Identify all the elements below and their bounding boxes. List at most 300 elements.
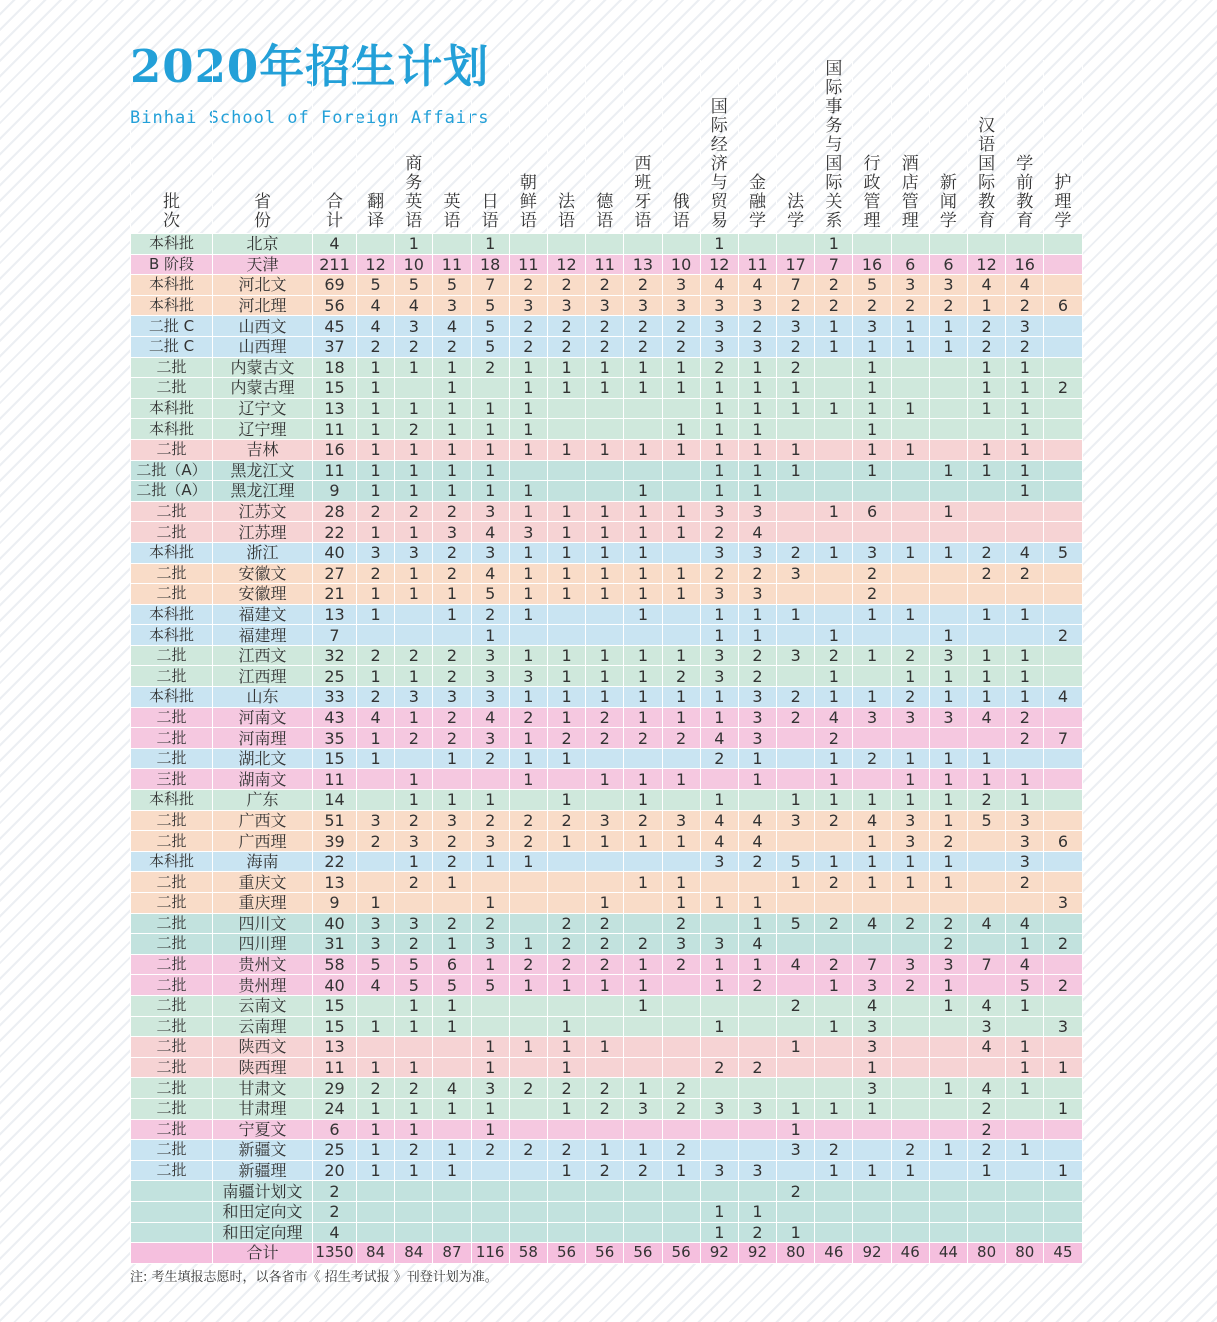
quota-cell: 7: [853, 954, 891, 975]
quota-cell: 2: [891, 1140, 929, 1161]
quota-cell: 1: [586, 563, 624, 584]
quota-cell: 1: [395, 234, 433, 255]
quota-cell: 1: [929, 872, 967, 893]
quota-cell: 2: [433, 501, 471, 522]
quota-cell: [738, 1037, 776, 1058]
quota-cell: [547, 1181, 585, 1202]
batch-cell: 本科批: [131, 625, 213, 646]
province-cell: 湖北文: [213, 748, 313, 769]
quota-cell: [891, 1098, 929, 1119]
quota-cell: 1: [586, 975, 624, 996]
quota-cell: 3: [433, 522, 471, 543]
quota-cell: 1: [547, 1160, 585, 1181]
quota-cell: 3: [586, 810, 624, 831]
quota-cell: [624, 1181, 662, 1202]
quota-cell: 2: [509, 1078, 547, 1099]
quota-cell: 1: [586, 1140, 624, 1161]
quota-cell: [738, 234, 776, 255]
quota-cell: [547, 1119, 585, 1140]
quota-cell: [662, 851, 700, 872]
quota-cell: 3: [891, 707, 929, 728]
province-cell: 河南文: [213, 707, 313, 728]
quota-cell: 3: [1044, 893, 1082, 914]
column-header: [1006, 60, 1044, 234]
quota-cell: 1: [547, 501, 585, 522]
quota-cell: 1: [547, 1037, 585, 1058]
quota-cell: 2: [509, 336, 547, 357]
quota-cell: [1044, 1078, 1082, 1099]
quota-cell: 2: [853, 748, 891, 769]
quota-cell: 2: [968, 790, 1006, 811]
quota-cell: 1: [509, 851, 547, 872]
quota-cell: 3: [700, 316, 738, 337]
table-row: [131, 1016, 1083, 1037]
quota-cell: 1: [471, 893, 509, 914]
quota-cell: 3: [357, 934, 395, 955]
quota-cell: 1: [547, 790, 585, 811]
quota-cell: 4: [471, 522, 509, 543]
quota-cell: 5: [471, 975, 509, 996]
quota-cell: 1: [547, 563, 585, 584]
quota-cell: 1: [929, 316, 967, 337]
quota-cell: [738, 872, 776, 893]
quota-cell: 1: [1006, 481, 1044, 502]
quota-cell: 3: [509, 666, 547, 687]
quota-cell: [853, 234, 891, 255]
province-cell: 四川文: [213, 913, 313, 934]
quota-cell: 1: [1006, 790, 1044, 811]
quota-cell: 2: [433, 645, 471, 666]
quota-cell: 2: [968, 316, 1006, 337]
quota-cell: 1: [471, 625, 509, 646]
quota-cell: 1: [853, 336, 891, 357]
quota-cell: 2: [471, 913, 509, 934]
quota-cell: [738, 1119, 776, 1140]
quota-cell: 2: [395, 419, 433, 440]
quota-cell: 2: [1006, 707, 1044, 728]
quota-cell: [777, 1160, 815, 1181]
quota-cell: [1006, 1201, 1044, 1222]
quota-cell: [509, 1098, 547, 1119]
quota-cell: 6: [1044, 831, 1082, 852]
quota-cell: [586, 234, 624, 255]
quota-cell: 1: [586, 666, 624, 687]
quota-cell: 2: [357, 645, 395, 666]
quota-cell: 3: [777, 810, 815, 831]
province-cell: 河北文: [213, 275, 313, 296]
quota-cell: [586, 790, 624, 811]
quota-cell: 3: [662, 810, 700, 831]
quota-cell: 1: [357, 378, 395, 399]
quota-cell: 3: [891, 831, 929, 852]
quota-cell: 1: [853, 851, 891, 872]
quota-cell: [853, 625, 891, 646]
total-cell: 6: [313, 1119, 357, 1140]
quota-cell: 16: [853, 254, 891, 275]
quota-cell: 2: [586, 934, 624, 955]
quota-cell: [968, 934, 1006, 955]
quota-cell: [547, 995, 585, 1016]
quota-cell: 3: [777, 563, 815, 584]
quota-cell: 3: [395, 831, 433, 852]
quota-cell: 2: [891, 687, 929, 708]
quota-cell: [1044, 501, 1082, 522]
quota-cell: 1: [624, 645, 662, 666]
quota-cell: 3: [471, 666, 509, 687]
province-cell: 江西文: [213, 645, 313, 666]
quota-cell: [777, 748, 815, 769]
quota-cell: 4: [357, 295, 395, 316]
quota-cell: 80: [968, 1243, 1006, 1264]
quota-cell: 1: [853, 398, 891, 419]
table-row: [131, 625, 1083, 646]
province-cell: 新疆理: [213, 1160, 313, 1181]
quota-cell: 4: [700, 275, 738, 296]
quota-cell: 1: [586, 831, 624, 852]
column-header: [213, 60, 313, 234]
quota-cell: 1: [433, 378, 471, 399]
quota-cell: [891, 1201, 929, 1222]
quota-cell: 1: [586, 687, 624, 708]
quota-cell: 1: [815, 234, 853, 255]
quota-cell: 12: [968, 254, 1006, 275]
quota-cell: 2: [624, 336, 662, 357]
quota-cell: 1: [738, 954, 776, 975]
quota-cell: 2: [547, 1140, 585, 1161]
column-header: [738, 60, 776, 234]
quota-cell: 5: [471, 336, 509, 357]
quota-cell: 2: [1006, 336, 1044, 357]
quota-cell: 4: [471, 563, 509, 584]
quota-cell: 2: [738, 645, 776, 666]
province-cell: 天津: [213, 254, 313, 275]
quota-cell: [815, 563, 853, 584]
quota-cell: 2: [853, 295, 891, 316]
table-row: [131, 934, 1083, 955]
quota-cell: 3: [471, 728, 509, 749]
province-cell: 甘肃文: [213, 1078, 313, 1099]
quota-cell: [891, 501, 929, 522]
quota-cell: [624, 460, 662, 481]
quota-cell: 1: [586, 357, 624, 378]
quota-cell: 5: [968, 810, 1006, 831]
quota-cell: [853, 1140, 891, 1161]
quota-cell: [547, 398, 585, 419]
column-header-label: 朝鲜语: [519, 173, 537, 231]
quota-cell: 1: [547, 687, 585, 708]
quota-cell: 3: [700, 666, 738, 687]
quota-cell: 1: [662, 357, 700, 378]
quota-cell: [357, 790, 395, 811]
quota-cell: [357, 769, 395, 790]
quota-cell: 2: [853, 584, 891, 605]
quota-cell: 3: [891, 810, 929, 831]
total-cell: 35: [313, 728, 357, 749]
quota-cell: [624, 1037, 662, 1058]
column-header: [395, 60, 433, 234]
province-cell: 和田定向文: [213, 1201, 313, 1222]
quota-cell: 1: [662, 378, 700, 399]
batch-cell: 二批: [131, 1016, 213, 1037]
quota-cell: 2: [433, 563, 471, 584]
quota-cell: [662, 604, 700, 625]
quota-cell: [929, 584, 967, 605]
quota-cell: 1: [1006, 934, 1044, 955]
quota-cell: 2: [891, 913, 929, 934]
quota-cell: [777, 501, 815, 522]
quota-cell: 2: [395, 501, 433, 522]
quota-cell: 1: [815, 1098, 853, 1119]
quota-cell: 1: [509, 728, 547, 749]
quota-cell: [509, 460, 547, 481]
quota-cell: [815, 604, 853, 625]
quota-cell: [1044, 995, 1082, 1016]
table-row: [131, 810, 1083, 831]
quota-cell: [662, 481, 700, 502]
quota-cell: 1: [357, 604, 395, 625]
quota-cell: 2: [509, 831, 547, 852]
quota-cell: 1: [586, 645, 624, 666]
quota-cell: [624, 1119, 662, 1140]
table-row: [131, 790, 1083, 811]
quota-cell: 2: [624, 1160, 662, 1181]
quota-cell: 3: [853, 542, 891, 563]
quota-cell: [968, 481, 1006, 502]
quota-cell: 1: [471, 1057, 509, 1078]
table-row: [131, 604, 1083, 625]
quota-cell: [395, 1037, 433, 1058]
quota-cell: 56: [624, 1243, 662, 1264]
quota-cell: 3: [929, 707, 967, 728]
quota-cell: [1044, 707, 1082, 728]
province-cell: 广西文: [213, 810, 313, 831]
quota-cell: 1: [586, 584, 624, 605]
quota-cell: 1: [738, 625, 776, 646]
quota-cell: 1: [357, 439, 395, 460]
batch-cell: 二批: [131, 975, 213, 996]
quota-cell: 2: [815, 872, 853, 893]
quota-cell: [853, 1119, 891, 1140]
quota-cell: 5: [395, 275, 433, 296]
quota-cell: 1: [815, 1160, 853, 1181]
table-row: [131, 831, 1083, 852]
quota-cell: [471, 378, 509, 399]
quota-cell: [433, 893, 471, 914]
total-cell: 14: [313, 790, 357, 811]
quota-cell: 3: [738, 336, 776, 357]
quota-cell: [1006, 893, 1044, 914]
province-cell: 黑龙江文: [213, 460, 313, 481]
quota-cell: 3: [433, 810, 471, 831]
quota-cell: 1: [509, 584, 547, 605]
quota-cell: 2: [777, 336, 815, 357]
quota-cell: [509, 1119, 547, 1140]
quota-cell: [1044, 254, 1082, 275]
quota-cell: 1: [891, 872, 929, 893]
quota-cell: 4: [433, 1078, 471, 1099]
quota-cell: [929, 357, 967, 378]
quota-cell: 4: [777, 954, 815, 975]
quota-cell: [1006, 1160, 1044, 1181]
total-cell: 43: [313, 707, 357, 728]
quota-cell: 1: [357, 1057, 395, 1078]
quota-cell: 1: [662, 584, 700, 605]
quota-cell: 1: [624, 954, 662, 975]
total-cell: 4: [313, 234, 357, 255]
quota-cell: [815, 995, 853, 1016]
quota-cell: [395, 893, 433, 914]
quota-cell: 2: [586, 913, 624, 934]
quota-cell: [1044, 1181, 1082, 1202]
total-cell: 11: [313, 460, 357, 481]
quota-cell: [586, 604, 624, 625]
quota-cell: 1: [968, 769, 1006, 790]
quota-cell: [509, 1160, 547, 1181]
column-header-label: 日语: [481, 192, 499, 231]
quota-cell: 2: [433, 913, 471, 934]
quota-cell: 4: [700, 831, 738, 852]
quota-cell: 1: [624, 1078, 662, 1099]
batch-cell: 本科批: [131, 398, 213, 419]
quota-cell: 1: [624, 563, 662, 584]
quota-cell: 2: [662, 316, 700, 337]
batch-cell: 二批: [131, 584, 213, 605]
total-cell: 21: [313, 584, 357, 605]
quota-cell: 1: [586, 542, 624, 563]
quota-cell: 5: [395, 954, 433, 975]
quota-cell: 1: [547, 707, 585, 728]
quota-cell: [777, 1016, 815, 1037]
quota-cell: 4: [853, 995, 891, 1016]
quota-cell: [815, 419, 853, 440]
quota-cell: 12: [547, 254, 585, 275]
province-cell: 南疆计划文: [213, 1181, 313, 1202]
quota-cell: [968, 728, 1006, 749]
quota-cell: 1: [662, 831, 700, 852]
quota-cell: 58: [509, 1243, 547, 1264]
quota-cell: [777, 584, 815, 605]
province-cell: 吉林: [213, 439, 313, 460]
column-header: [700, 60, 738, 234]
quota-cell: 2: [624, 810, 662, 831]
column-header: [131, 60, 213, 234]
quota-cell: 1: [929, 501, 967, 522]
column-header-label: 国际经济与贸易: [710, 97, 728, 231]
column-header-label: 护理学: [1054, 173, 1072, 231]
quota-cell: 4: [853, 913, 891, 934]
quota-cell: 4: [968, 707, 1006, 728]
quota-cell: 2: [547, 336, 585, 357]
batch-cell: 本科批: [131, 275, 213, 296]
quota-cell: 2: [624, 275, 662, 296]
quota-cell: 2: [509, 316, 547, 337]
quota-cell: 2: [433, 728, 471, 749]
quota-cell: 1: [433, 1098, 471, 1119]
quota-cell: 1: [853, 645, 891, 666]
table-row: [131, 419, 1083, 440]
quota-cell: [433, 234, 471, 255]
province-cell: 山东: [213, 687, 313, 708]
quota-cell: [968, 234, 1006, 255]
quota-cell: [968, 872, 1006, 893]
quota-cell: 2: [509, 275, 547, 296]
quota-cell: 1: [738, 460, 776, 481]
quota-cell: [624, 1016, 662, 1037]
province-cell: 陕西理: [213, 1057, 313, 1078]
quota-cell: [891, 1057, 929, 1078]
quota-cell: [929, 1160, 967, 1181]
batch-cell: 二批: [131, 666, 213, 687]
quota-cell: 1: [547, 1098, 585, 1119]
quota-cell: 1: [433, 872, 471, 893]
quota-cell: 2: [929, 295, 967, 316]
quota-cell: 2: [547, 934, 585, 955]
quota-cell: 1: [357, 666, 395, 687]
quota-cell: 1: [547, 542, 585, 563]
quota-cell: [509, 790, 547, 811]
quota-cell: 1: [1006, 398, 1044, 419]
table-row: [131, 501, 1083, 522]
quota-cell: 1: [700, 460, 738, 481]
quota-cell: [357, 625, 395, 646]
quota-cell: 2: [1044, 934, 1082, 955]
quota-cell: 1: [968, 357, 1006, 378]
quota-cell: 2: [700, 522, 738, 543]
quota-cell: [1044, 810, 1082, 831]
quota-cell: 1: [738, 913, 776, 934]
quota-cell: 3: [700, 336, 738, 357]
total-cell: 1350: [313, 1243, 357, 1264]
quota-cell: 2: [968, 563, 1006, 584]
quota-cell: [815, 934, 853, 955]
quota-cell: [662, 1037, 700, 1058]
quota-cell: 1: [471, 954, 509, 975]
province-cell: 四川理: [213, 934, 313, 955]
quota-cell: 1: [853, 1160, 891, 1181]
quota-cell: 1: [471, 398, 509, 419]
quota-cell: [891, 378, 929, 399]
quota-cell: 2: [471, 748, 509, 769]
quota-cell: 1: [891, 398, 929, 419]
quota-cell: 3: [1006, 316, 1044, 337]
quota-cell: 1: [700, 975, 738, 996]
quota-cell: [738, 1078, 776, 1099]
column-header-label: 法语: [558, 192, 576, 231]
quota-cell: [471, 872, 509, 893]
quota-cell: 2: [738, 851, 776, 872]
quota-cell: 1: [815, 398, 853, 419]
quota-cell: 1: [815, 666, 853, 687]
quota-cell: 5: [471, 584, 509, 605]
quota-cell: 2: [815, 954, 853, 975]
quota-cell: [471, 995, 509, 1016]
quota-cell: 4: [433, 316, 471, 337]
table-row: [131, 728, 1083, 749]
province-cell: 江西理: [213, 666, 313, 687]
quota-cell: 56: [586, 1243, 624, 1264]
quota-cell: [738, 1016, 776, 1037]
quota-cell: [1006, 522, 1044, 543]
quota-cell: 3: [433, 687, 471, 708]
quota-cell: 3: [968, 1016, 1006, 1037]
quota-cell: [586, 1119, 624, 1140]
quota-cell: [929, 234, 967, 255]
quota-cell: [929, 439, 967, 460]
quota-cell: 3: [700, 542, 738, 563]
quota-cell: 2: [509, 954, 547, 975]
quota-cell: [777, 666, 815, 687]
quota-cell: 1: [1006, 1140, 1044, 1161]
